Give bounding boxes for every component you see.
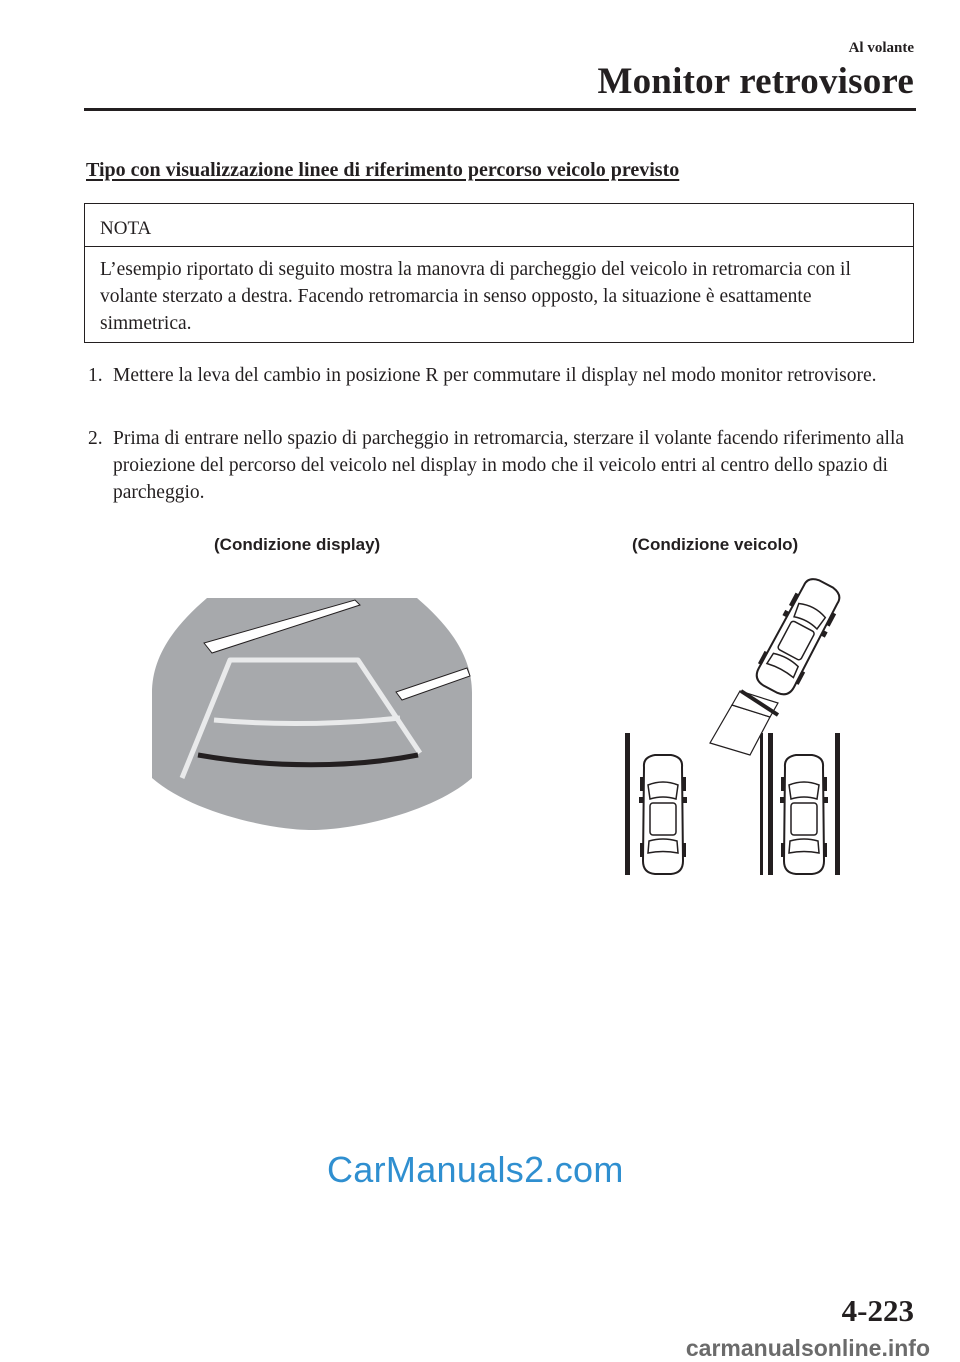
- header-rule: [84, 108, 916, 111]
- display-caption: (Condizione display): [214, 535, 381, 554]
- vehicle-parking-illustration: [600, 565, 900, 885]
- reversing-car: [749, 573, 847, 701]
- rear-camera-display-illustration: [152, 598, 472, 868]
- display-warning-text: Per sicurezza, controllare la zona circostante: [154, 844, 466, 860]
- section-label: Al volante: [848, 40, 914, 56]
- parked-car-left: [639, 755, 687, 874]
- note-box: [84, 203, 914, 343]
- vehicle-caption: (Condizione veicolo): [632, 535, 799, 554]
- step-text: Mettere la leva del cambio in posizione R per commutare il display nel modo monitor retrovisore.: [113, 365, 877, 386]
- parking-line-middle-inner: [760, 733, 763, 875]
- step-number: 1.: [88, 365, 103, 386]
- step-item: [88, 425, 908, 506]
- subsection-title: Tipo con visualizzazione linee di riferimento percorso veicolo previsto: [86, 159, 680, 181]
- page-number: 4-223: [841, 1293, 914, 1328]
- parked-car-right: [780, 755, 828, 874]
- page-title: Monitor retrovisore: [597, 61, 914, 102]
- watermark: CarManuals2.com: [327, 1149, 624, 1190]
- step-item: [88, 362, 908, 389]
- note-divider: [85, 246, 913, 247]
- step-text: Prima di entrare nello spazio di parcheggio in retromarcia, sterzare il volante facendo riferimento alla proiezione del percorso del veicolo nel display in modo che il veicolo entri al centro dello spazio di parcheggio.: [113, 428, 905, 503]
- step-number: 2.: [88, 428, 103, 449]
- note-body: L’esempio riportato di seguito mostra la manovra di parcheggio del veicolo in retromarcia con il volante sterzato a destra. Facendo retromarcia in senso opposto, la situazione è esattamente simmetrica.: [100, 259, 851, 334]
- note-heading: NOTA: [100, 218, 152, 239]
- parking-line-right: [835, 733, 840, 875]
- footer-url: carmanualsonline.info: [685, 1335, 930, 1361]
- parking-line-left: [625, 733, 630, 875]
- parking-line-middle: [768, 733, 773, 875]
